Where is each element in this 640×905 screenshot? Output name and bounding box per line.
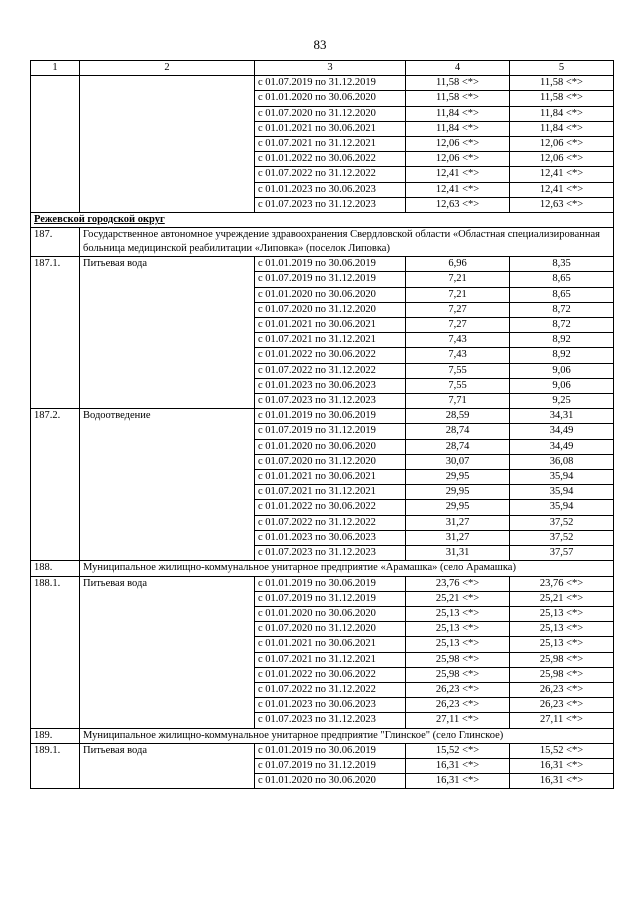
tariff-period: с 01.07.2021 по 31.12.2021 (255, 652, 406, 667)
tariff-period: с 01.01.2021 по 30.06.2021 (255, 637, 406, 652)
tariff-value-col5: 37,52 (510, 530, 614, 545)
tariff-value-col4: 11,84 <*> (406, 106, 510, 121)
section-title: Режевской городской округ (31, 213, 614, 228)
tariff-value-col4: 7,27 (406, 318, 510, 333)
tariff-value-col4: 31,27 (406, 530, 510, 545)
tariff-value-col5: 26,23 <*> (510, 682, 614, 697)
tariff-value-col5: 37,57 (510, 546, 614, 561)
organization-row (31, 728, 614, 743)
tariff-value-col5: 25,98 <*> (510, 652, 614, 667)
tariff-value-col4: 28,59 (406, 409, 510, 424)
tariff-value-col5: 25,13 <*> (510, 637, 614, 652)
tariff-period: с 01.01.2019 по 30.06.2019 (255, 409, 406, 424)
tariff-period: с 01.07.2022 по 31.12.2022 (255, 515, 406, 530)
column-header: 5 (510, 61, 614, 76)
tariff-period: с 01.01.2021 по 30.06.2021 (255, 318, 406, 333)
tariff-value-col4: 25,98 <*> (406, 652, 510, 667)
organization-name: Муниципальное жилищно-коммунальное унитарное предприятие «Арамашка» (село Арамашка) (80, 561, 614, 576)
tariff-period: с 01.07.2020 по 31.12.2020 (255, 622, 406, 637)
tariff-value-col4: 12,06 <*> (406, 152, 510, 167)
tariff-value-col4: 15,52 <*> (406, 743, 510, 758)
tariff-value-col5: 11,84 <*> (510, 121, 614, 136)
tariff-period: с 01.07.2019 по 31.12.2019 (255, 424, 406, 439)
tariff-value-col4: 7,21 (406, 287, 510, 302)
column-header: 2 (80, 61, 255, 76)
tariff-value-col5: 12,41 <*> (510, 182, 614, 197)
tariff-period: с 01.07.2023 по 31.12.2023 (255, 713, 406, 728)
tariff-table-body (31, 61, 614, 789)
tariff-value-col4: 25,13 <*> (406, 622, 510, 637)
tariff-period: с 01.01.2021 по 30.06.2021 (255, 121, 406, 136)
tariff-period: с 01.01.2020 по 30.06.2020 (255, 606, 406, 621)
tariff-value-col5: 37,52 (510, 515, 614, 530)
tariff-period: с 01.07.2023 по 31.12.2023 (255, 546, 406, 561)
tariff-value-col4: 29,95 (406, 500, 510, 515)
tariff-value-col5: 8,92 (510, 348, 614, 363)
tariff-value-col4: 29,95 (406, 470, 510, 485)
tariff-value-col5: 35,94 (510, 485, 614, 500)
tariff-period: с 01.01.2021 по 30.06.2021 (255, 470, 406, 485)
tariff-period: с 01.07.2022 по 31.12.2022 (255, 167, 406, 182)
tariff-value-col4: 12,41 <*> (406, 167, 510, 182)
tariff-table (30, 60, 614, 789)
tariff-value-col5: 34,49 (510, 439, 614, 454)
tariff-period: с 01.07.2021 по 31.12.2021 (255, 333, 406, 348)
tariff-value-col5: 8,72 (510, 302, 614, 317)
tariff-value-col4: 16,31 <*> (406, 758, 510, 773)
tariff-period: с 01.07.2019 по 31.12.2019 (255, 591, 406, 606)
tariff-value-col4: 7,55 (406, 363, 510, 378)
column-header: 1 (31, 61, 80, 76)
tariff-value-col4: 11,58 <*> (406, 91, 510, 106)
tariff-value-col5: 25,98 <*> (510, 667, 614, 682)
tariff-value-col5: 16,31 <*> (510, 774, 614, 789)
tariff-value-col5: 9,06 (510, 378, 614, 393)
tariff-value-col5: 34,31 (510, 409, 614, 424)
tariff-period: с 01.01.2023 по 30.06.2023 (255, 182, 406, 197)
tariff-value-col5: 8,72 (510, 318, 614, 333)
tariff-period: с 01.07.2022 по 31.12.2022 (255, 363, 406, 378)
tariff-period: с 01.01.2020 по 30.06.2020 (255, 439, 406, 454)
tariff-period: с 01.01.2023 по 30.06.2023 (255, 698, 406, 713)
tariff-row (31, 76, 614, 91)
tariff-period: с 01.01.2022 по 30.06.2022 (255, 348, 406, 363)
tariff-value-col5: 35,94 (510, 470, 614, 485)
organization-number: 187. (31, 228, 80, 257)
service-name: Питьевая вода (80, 257, 255, 409)
tariff-value-col5: 9,06 (510, 363, 614, 378)
tariff-value-col4: 25,21 <*> (406, 591, 510, 606)
tariff-value-col5: 8,65 (510, 272, 614, 287)
tariff-period: с 01.01.2020 по 30.06.2020 (255, 287, 406, 302)
tariff-value-col5: 36,08 (510, 454, 614, 469)
tariff-period: с 01.07.2021 по 31.12.2021 (255, 137, 406, 152)
tariff-period: с 01.01.2020 по 30.06.2020 (255, 774, 406, 789)
tariff-value-col5: 12,06 <*> (510, 152, 614, 167)
tariff-value-col5: 35,94 (510, 500, 614, 515)
tariff-value-col4: 26,23 <*> (406, 698, 510, 713)
tariff-value-col5: 11,58 <*> (510, 76, 614, 91)
tariff-value-col4: 12,41 <*> (406, 182, 510, 197)
tariff-value-col4: 29,95 (406, 485, 510, 500)
tariff-value-col4: 7,43 (406, 348, 510, 363)
page-number: 83 (313, 37, 327, 52)
tariff-value-col5: 12,41 <*> (510, 167, 614, 182)
tariff-value-col4: 7,21 (406, 272, 510, 287)
tariff-period: с 01.01.2023 по 30.06.2023 (255, 530, 406, 545)
tariff-value-col4: 26,23 <*> (406, 682, 510, 697)
item-number-empty (31, 76, 80, 213)
tariff-period: с 01.07.2020 по 31.12.2020 (255, 106, 406, 121)
tariff-value-col5: 25,13 <*> (510, 622, 614, 637)
tariff-value-col4: 7,43 (406, 333, 510, 348)
tariff-value-col5: 9,25 (510, 394, 614, 409)
service-name: Питьевая вода (80, 743, 255, 789)
tariff-value-col4: 31,31 (406, 546, 510, 561)
tariff-period: с 01.07.2019 по 31.12.2019 (255, 272, 406, 287)
tariff-value-col5: 12,06 <*> (510, 137, 614, 152)
tariff-value-col4: 28,74 (406, 424, 510, 439)
item-number: 189.1. (31, 743, 80, 789)
organization-row (31, 561, 614, 576)
tariff-value-col4: 25,98 <*> (406, 667, 510, 682)
column-header: 3 (255, 61, 406, 76)
item-number: 188.1. (31, 576, 80, 728)
organization-name: Муниципальное жилищно-коммунальное унитарное предприятие "Глинское" (село Глинское) (80, 728, 614, 743)
organization-row (31, 228, 614, 257)
organization-name: Государственное автономное учреждение здравоохранения Свердловской области «Областная специализированная больница медицинской реабилитации «Липовка» (поселок Липовка) (80, 228, 614, 257)
tariff-value-col4: 11,84 <*> (406, 121, 510, 136)
tariff-value-col4: 12,63 <*> (406, 197, 510, 212)
organization-number: 188. (31, 561, 80, 576)
tariff-period: с 01.07.2019 по 31.12.2019 (255, 758, 406, 773)
tariff-value-col4: 12,06 <*> (406, 137, 510, 152)
tariff-value-col4: 11,58 <*> (406, 76, 510, 91)
tariff-period: с 01.07.2020 по 31.12.2020 (255, 454, 406, 469)
tariff-value-col4: 6,96 (406, 257, 510, 272)
tariff-value-col5: 12,63 <*> (510, 197, 614, 212)
item-number: 187.2. (31, 409, 80, 561)
tariff-value-col5: 16,31 <*> (510, 758, 614, 773)
tariff-period: с 01.01.2019 по 30.06.2019 (255, 743, 406, 758)
tariff-value-col5: 26,23 <*> (510, 698, 614, 713)
tariff-period: с 01.07.2023 по 31.12.2023 (255, 197, 406, 212)
tariff-period: с 01.01.2022 по 30.06.2022 (255, 152, 406, 167)
tariff-period: с 01.01.2022 по 30.06.2022 (255, 500, 406, 515)
column-header: 4 (406, 61, 510, 76)
tariff-value-col4: 30,07 (406, 454, 510, 469)
tariff-row (31, 743, 614, 758)
item-number: 187.1. (31, 257, 80, 409)
tariff-value-col4: 25,13 <*> (406, 637, 510, 652)
tariff-period: с 01.01.2019 по 30.06.2019 (255, 257, 406, 272)
tariff-value-col4: 27,11 <*> (406, 713, 510, 728)
service-name-empty (80, 76, 255, 213)
tariff-value-col4: 23,76 <*> (406, 576, 510, 591)
tariff-period: с 01.07.2020 по 31.12.2020 (255, 302, 406, 317)
tariff-value-col4: 25,13 <*> (406, 606, 510, 621)
tariff-value-col5: 27,11 <*> (510, 713, 614, 728)
tariff-value-col5: 8,65 (510, 287, 614, 302)
tariff-row (31, 409, 614, 424)
tariff-value-col5: 11,84 <*> (510, 106, 614, 121)
organization-number: 189. (31, 728, 80, 743)
tariff-row (31, 576, 614, 591)
tariff-value-col5: 11,58 <*> (510, 91, 614, 106)
tariff-period: с 01.01.2020 по 30.06.2020 (255, 91, 406, 106)
tariff-value-col5: 8,92 (510, 333, 614, 348)
tariff-period: с 01.07.2021 по 31.12.2021 (255, 485, 406, 500)
tariff-period: с 01.07.2019 по 31.12.2019 (255, 76, 406, 91)
tariff-value-col5: 15,52 <*> (510, 743, 614, 758)
tariff-period: с 01.01.2022 по 30.06.2022 (255, 667, 406, 682)
tariff-period: с 01.07.2022 по 31.12.2022 (255, 682, 406, 697)
tariff-value-col5: 25,13 <*> (510, 606, 614, 621)
tariff-value-col4: 31,27 (406, 515, 510, 530)
tariff-value-col4: 7,71 (406, 394, 510, 409)
tariff-value-col4: 7,55 (406, 378, 510, 393)
tariff-value-col4: 16,31 <*> (406, 774, 510, 789)
service-name: Водоотведение (80, 409, 255, 561)
tariff-value-col5: 25,21 <*> (510, 591, 614, 606)
tariff-period: с 01.01.2019 по 30.06.2019 (255, 576, 406, 591)
tariff-period: с 01.07.2023 по 31.12.2023 (255, 394, 406, 409)
service-name: Питьевая вода (80, 576, 255, 728)
tariff-value-col5: 34,49 (510, 424, 614, 439)
tariff-value-col5: 23,76 <*> (510, 576, 614, 591)
tariff-value-col5: 8,35 (510, 257, 614, 272)
tariff-period: с 01.01.2023 по 30.06.2023 (255, 378, 406, 393)
tariff-row (31, 257, 614, 272)
column-header-row (31, 61, 614, 76)
section-row (31, 213, 614, 228)
tariff-value-col4: 7,27 (406, 302, 510, 317)
tariff-value-col4: 28,74 (406, 439, 510, 454)
